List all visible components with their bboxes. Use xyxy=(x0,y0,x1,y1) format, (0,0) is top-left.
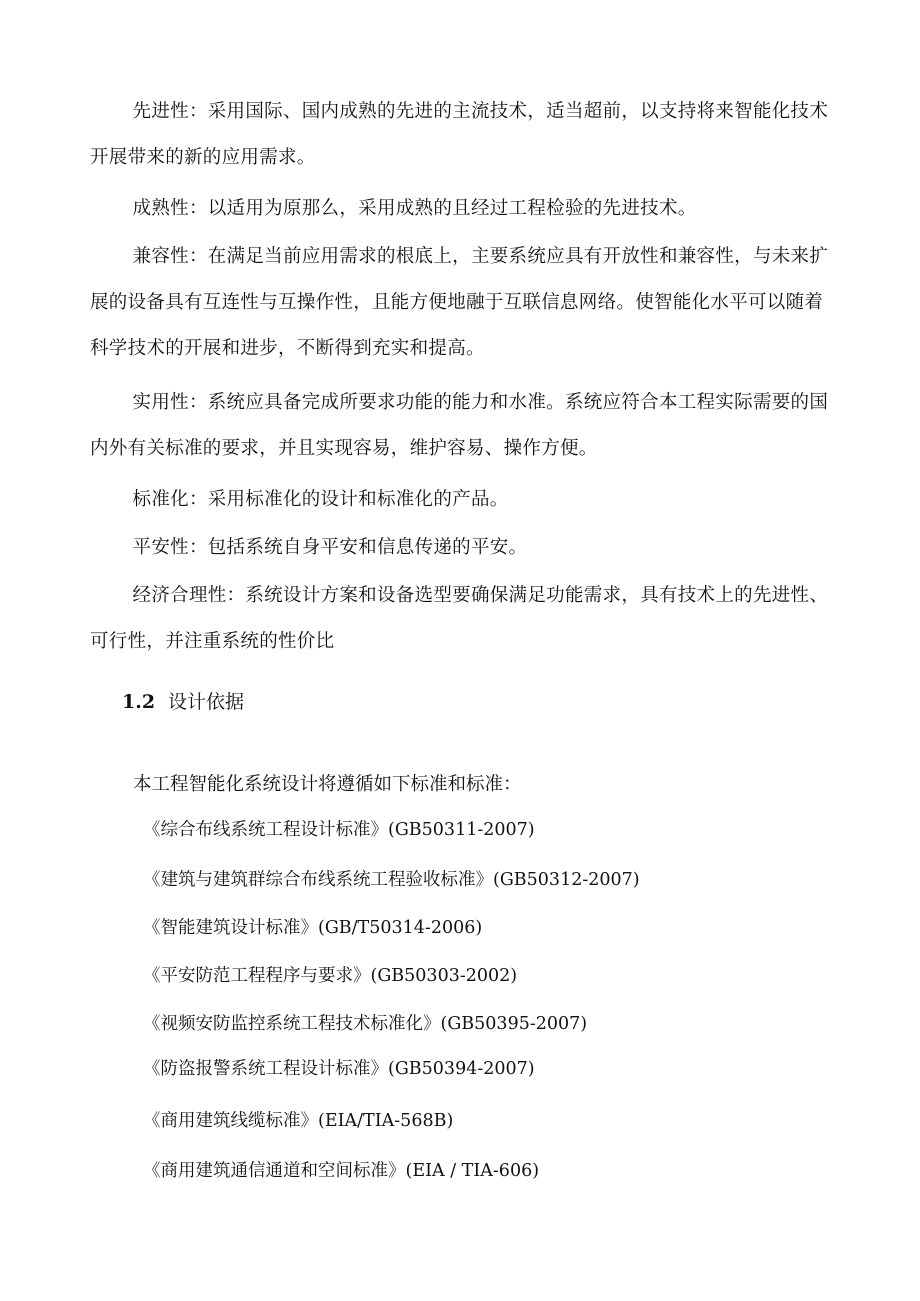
paragraph-safety: 平安性：包括系统自身平安和信息传递的平安。 xyxy=(132,537,528,558)
standard-item: 《商用建筑通信通道和空间标准》(EIA / TIA-606) xyxy=(143,1161,540,1181)
standard-item: 《平安防范工程程序与要求》(GB50303-2002) xyxy=(143,966,518,986)
paragraph-economic: 经济合理性：系统设计方案和设备选型要确保满足功能需求，具有技术上的先进性、可行性，并注重系统的性价比 xyxy=(90,585,829,652)
standard-item: 《视频安防监控系统工程技术标准化》(GB50395-2007) xyxy=(143,1014,588,1034)
standard-item: 《商用建筑线缆标准》(EIA/TIA-568B) xyxy=(143,1111,454,1131)
standards-intro: 本工程智能化系统设计将遵循如下标准和标准： xyxy=(133,774,522,795)
section-heading xyxy=(122,682,244,722)
paragraph-mature: 成熟性：以适用为原那么，采用成熟的且经过工程检验的先进技术。 xyxy=(132,198,697,219)
standard-item: 《防盗报警系统工程设计标准》(GB50394-2007) xyxy=(143,1059,535,1079)
paragraph-advanced: 先进性：采用国际、国内成熟的先进的主流技术，适当超前，以支持将来智能化技术开展带来的新的应用需求。 xyxy=(90,101,829,168)
paragraph-compatible: 兼容性：在满足当前应用需求的根底上，主要系统应具有开放性和兼容性，与未来扩展的设备具有互连性与互操作性，且能方便地融于互联信息网络。使智能化水平可以随着科学技术的开展和进步，不断得到充实和提高。 xyxy=(90,246,829,359)
standard-item: 《建筑与建筑群综合布线系统工程验收标准》(GB50312-2007) xyxy=(143,870,640,890)
paragraph-standardized: 标准化：采用标准化的设计和标准化的产品。 xyxy=(132,489,509,510)
standard-item: 《综合布线系统工程设计标准》(GB50311-2007) xyxy=(143,820,535,840)
standard-item: 《智能建筑设计标准》(GB/T50314-2006) xyxy=(143,918,483,938)
section-title: 设计依据 xyxy=(168,691,245,713)
paragraph-practical: 实用性：系统应具备完成所要求功能的能力和水准。系统应符合本工程实际需要的国内外有关标准的要求，并且实现容易，维护容易、操作方便。 xyxy=(90,392,829,459)
section-number: 1.2 xyxy=(122,691,156,713)
